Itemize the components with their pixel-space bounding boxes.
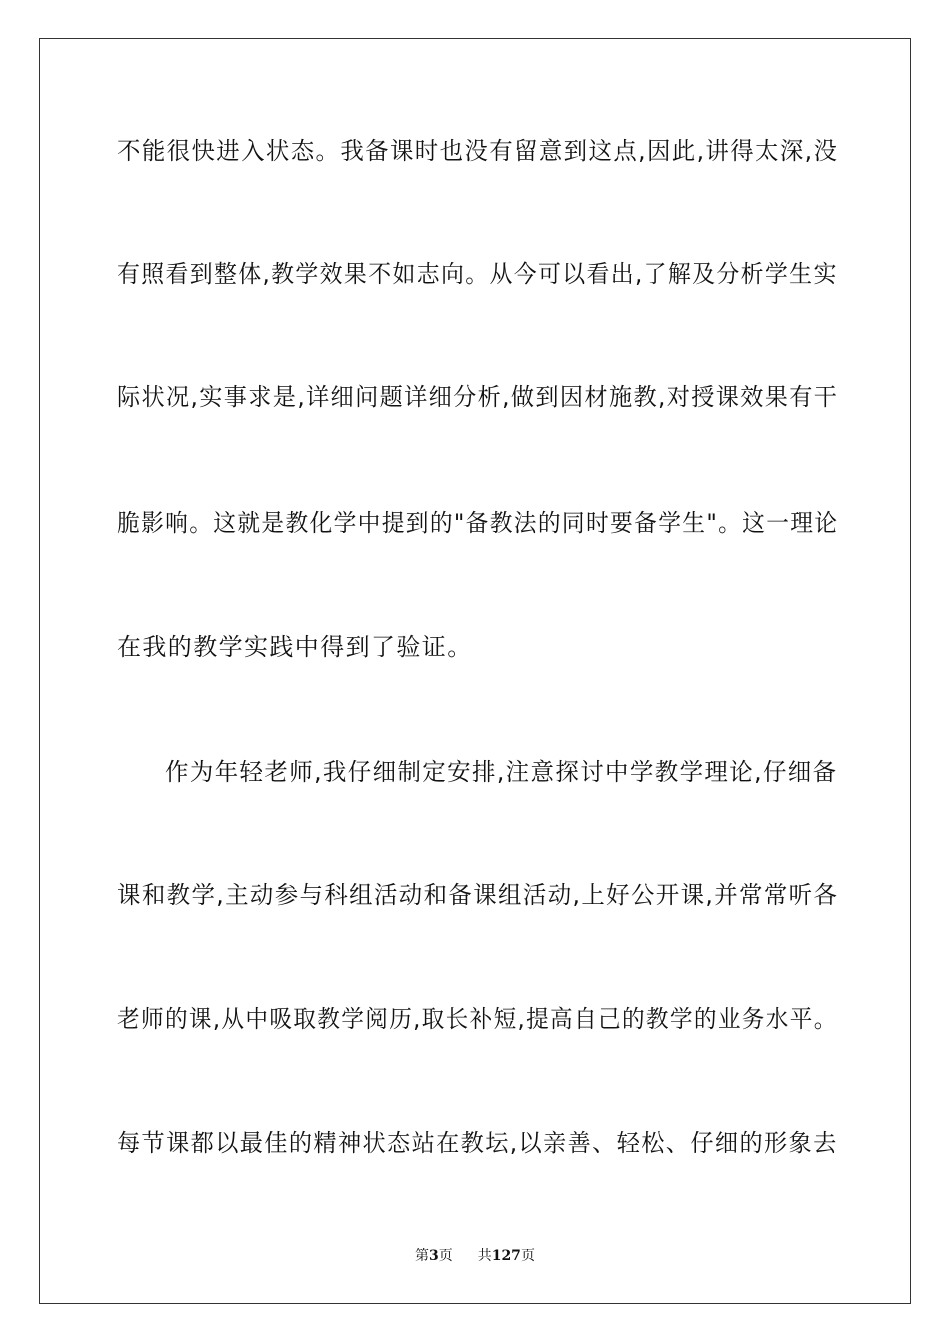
paragraph-line: 不能很快进入状态。我备课时也没有留意到这点,因此,讲得太深,没: [117, 137, 839, 165]
paragraph-line: 每节课都以最佳的精神状态站在教坛,以亲善、轻松、仔细的形象去: [117, 1129, 838, 1157]
paragraph-line: 老师的课,从中吸取教学阅历,取长补短,提高自己的教学的业务水平。: [117, 1005, 838, 1033]
total-pages: 127: [491, 1248, 521, 1264]
page-suffix: 页: [438, 1248, 453, 1264]
page-number: 3: [429, 1248, 439, 1264]
page-footer: [0, 1247, 950, 1265]
paragraph-line: 际状况,实事求是,详细问题详细分析,做到因材施教,对授课效果有干: [117, 383, 839, 411]
paragraph-line: 课和教学,主动参与科组活动和备课组活动,上好公开课,并常常听各: [117, 881, 839, 909]
paragraph-line: 有照看到整体,教学效果不如志向。从今可以看出,了解及分析学生实: [117, 260, 838, 288]
paragraph-line: 脆影响。这就是教化学中提到的"备教法的同时要备学生"。这一理论: [117, 509, 839, 537]
paragraph-line: 在我的教学实践中得到了验证。: [117, 633, 473, 661]
paragraph-line: 作为年轻老师,我仔细制定安排,注意探讨中学教学理论,仔细备: [165, 758, 838, 786]
page-prefix: 第: [415, 1248, 430, 1264]
total-prefix: 共: [477, 1248, 492, 1264]
total-suffix: 页: [520, 1248, 535, 1264]
